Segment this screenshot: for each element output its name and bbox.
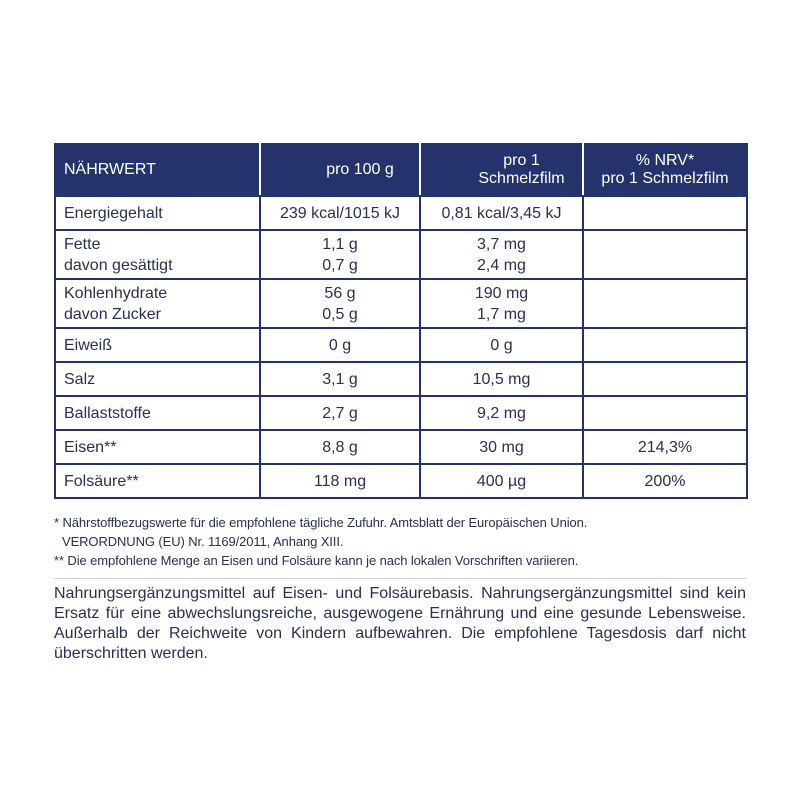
nutrient-name-cell [55, 396, 260, 430]
table-row [55, 196, 747, 230]
value-per-schmelzfilm-cell [420, 279, 583, 328]
value-per-schmelzfilm: 190 mg [474, 284, 529, 302]
value-per-schmelzfilm-cell [420, 328, 583, 362]
nutrient-name: Ballaststoffe [64, 404, 151, 422]
nutrient-name-cell [55, 464, 260, 498]
value-per-schmelzfilm-cell [420, 230, 583, 279]
nutrient-name-cell [55, 196, 260, 230]
nutrient-name: davon Zucker [64, 305, 161, 323]
table-row [55, 396, 747, 430]
value-nrv [583, 279, 747, 328]
header-nrv-line1: % NRV* [635, 152, 695, 169]
header-nrv-line2: pro 1 Schmelzfilm [601, 170, 729, 187]
table-body [55, 196, 747, 498]
value-per-100g: 2,7 g [322, 404, 358, 422]
value-per-100g: 0,5 g [322, 305, 358, 323]
header-pro-schmelzfilm: pro 1 Schmelzfilm [420, 144, 583, 196]
value-per-schmelzfilm-cell [420, 362, 583, 396]
value-per-100g: 118 mg [313, 472, 367, 490]
value-per-100g: 56 g [324, 284, 356, 302]
nutrient-name: Energiegehalt [64, 204, 163, 222]
nutrient-name-cell [55, 430, 260, 464]
value-nrv [583, 396, 747, 430]
value-per-schmelzfilm-cell [420, 464, 583, 498]
table-row [55, 430, 747, 464]
value-per-schmelzfilm-cell [420, 430, 583, 464]
value-per-schmelzfilm: 3,7 mg [477, 235, 526, 253]
divider [54, 578, 746, 579]
value-per-schmelzfilm-cell [420, 196, 583, 230]
value-per-100g-cell [260, 230, 420, 279]
nutrition-table [54, 143, 748, 499]
nutrient-name-cell [55, 362, 260, 396]
value-per-100g: 0,7 g [322, 256, 358, 274]
value-per-schmelzfilm: 0 g [490, 336, 513, 354]
table-row [55, 279, 747, 328]
value-per-100g-cell [260, 328, 420, 362]
value-per-100g: 0 g [328, 336, 352, 354]
value-per-schmelzfilm-cell [420, 396, 583, 430]
value-per-100g-cell [260, 196, 420, 230]
value-per-schmelzfilm: 10,5 mg [472, 370, 531, 388]
value-per-100g: 239 kcal/1015 kJ [279, 204, 401, 222]
nutrient-name-cell [55, 230, 260, 279]
value-nrv [583, 196, 747, 230]
table-row [55, 230, 747, 279]
nutrient-name: davon gesättigt [64, 256, 173, 274]
value-nrv [583, 230, 747, 279]
value-nrv [583, 328, 747, 362]
product-disclaimer: Nahrungsergänzungsmittel auf Eisen- und Folsäurebasis. Nahrungsergänzungsmittel sind kein Ersatz für eine abwechslungsreiche, ausgewogene Ernährung und eine gesunde Lebensweise. Außerhalb der Reichweite von Kindern aufbewahren. Die empfohlene Tagesdosis darf nicht überschritten werden. [54, 585, 746, 662]
value-nrv [583, 362, 747, 396]
nutrient-name-cell [55, 279, 260, 328]
footnote-nrv-regulation: VERORDNUNG (EU) Nr. 1169/2011, Anhang XIII. [62, 534, 344, 549]
nutrient-name: Folsäure** [64, 472, 139, 490]
header-pro-100g: pro 100 g [260, 144, 420, 196]
nutrient-name: Fette [64, 235, 101, 253]
value-per-schmelzfilm: 2,4 mg [477, 256, 526, 274]
footnotes [54, 513, 754, 570]
value-per-schmelzfilm: 400 µg [476, 472, 527, 490]
value-nrv: 214,3% [583, 430, 747, 464]
value-per-100g: 3,1 g [322, 370, 358, 388]
footnote-local-regulations: ** Die empfohlene Menge an Eisen und Folsäure kann je nach lokalen Vorschriften variieren. [54, 553, 579, 568]
footnote-nrv: * Nährstoffbezugswerte für die empfohlene tägliche Zufuhr. Amtsblatt der Europäischen Union. [54, 515, 588, 530]
value-per-schmelzfilm: 0,81 kcal/3,45 kJ [441, 204, 562, 222]
table-row [55, 328, 747, 362]
nutrient-name: Eisen** [64, 438, 117, 456]
value-nrv: 200% [583, 464, 747, 498]
value-per-100g: 1,1 g [322, 235, 358, 253]
value-per-100g-cell [260, 430, 420, 464]
nutrient-name: Salz [64, 370, 96, 388]
table-header-row [55, 144, 747, 196]
header-nrv [583, 144, 747, 196]
value-per-100g-cell [260, 396, 420, 430]
nutrient-name-cell [55, 328, 260, 362]
table-row [55, 362, 747, 396]
value-per-schmelzfilm: 1,7 mg [477, 305, 526, 323]
value-per-schmelzfilm: 9,2 mg [477, 404, 526, 422]
value-per-100g-cell [260, 362, 420, 396]
value-per-100g-cell [260, 279, 420, 328]
value-per-schmelzfilm: 30 mg [479, 438, 524, 456]
header-naehrwert: NÄHRWERT [55, 144, 260, 196]
nutrient-name: Kohlenhydrate [64, 284, 168, 302]
table-row [55, 464, 747, 498]
value-per-100g: 8,8 g [322, 438, 358, 456]
nutrition-table-container [54, 143, 746, 499]
nutrient-name: Eiweiß [64, 336, 113, 354]
value-per-100g-cell [260, 464, 420, 498]
